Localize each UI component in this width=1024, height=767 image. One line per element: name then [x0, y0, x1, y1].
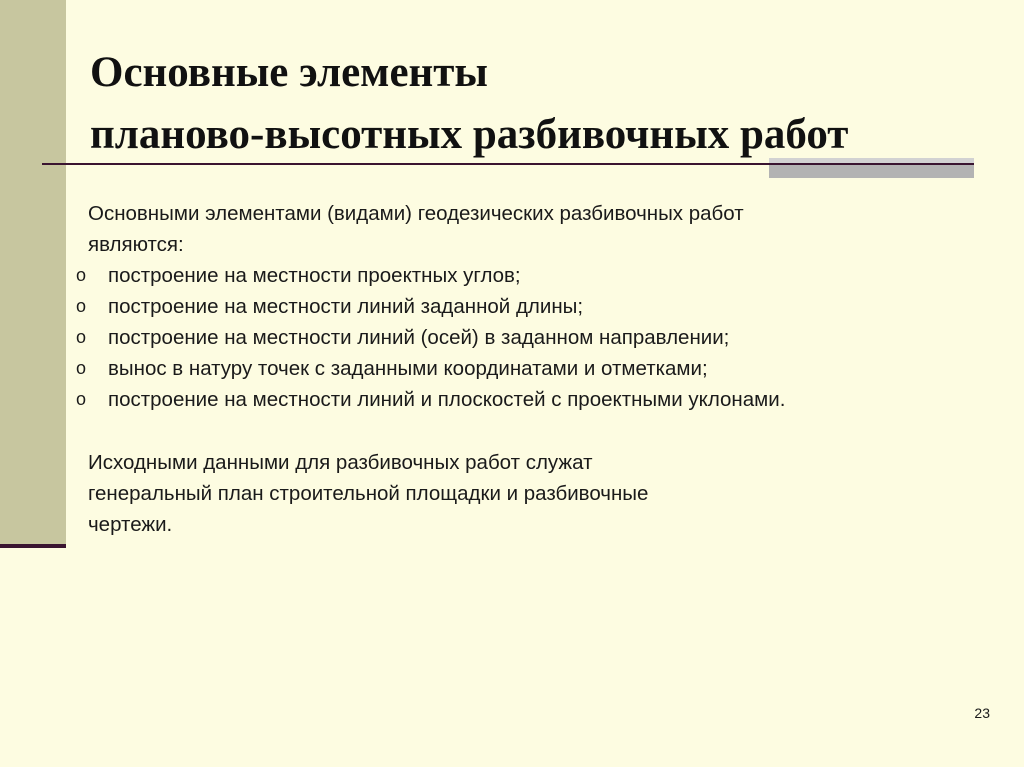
bullet-item: [76, 260, 1008, 291]
bullet-text: построение на местности линий и плоскостей с проектными уклонами.: [108, 388, 786, 411]
left-band-underline: [0, 544, 66, 548]
title-rule: [42, 163, 974, 165]
closing-line-2: генеральный план строительной площадки и разбивочные: [88, 482, 649, 505]
left-decorative-band: [0, 0, 66, 545]
bullet-item: [76, 291, 1008, 322]
bullet-circle-icon: o: [76, 389, 87, 409]
bullet-circle-icon: o: [76, 296, 87, 316]
slide-title: [90, 42, 1010, 166]
bullet-text: построение на местности линий (осей) в заданном направлении;: [108, 326, 730, 349]
intro-line-2: являются:: [88, 233, 184, 256]
slide-title-line-1: Основные элементы: [90, 49, 489, 96]
page-number: 23: [974, 705, 990, 721]
bullet-list: [76, 260, 1008, 415]
bullet-item: [76, 384, 1008, 415]
bullet-text: построение на местности линий заданной длины;: [108, 295, 584, 318]
closing-paragraph: [88, 447, 808, 540]
closing-line-1: Исходными данными для разбивочных работ служат: [88, 451, 593, 474]
bullet-text: вынос в натуру точек с заданными координатами и отметками;: [108, 357, 708, 380]
intro-paragraph: [88, 198, 1008, 260]
closing-line-3: чертежи.: [88, 513, 173, 536]
slide-body: [76, 198, 1008, 540]
bullet-item: [76, 353, 1008, 384]
slide-title-line-2: планово-высотных разбивочных работ: [90, 111, 849, 158]
bullet-circle-icon: o: [76, 327, 87, 347]
bullet-text: построение на местности проектных углов;: [108, 264, 521, 287]
bullet-circle-icon: o: [76, 358, 87, 378]
intro-line-1: Основными элементами (видами) геодезических разбивочных работ: [88, 202, 744, 225]
bullet-circle-icon: o: [76, 265, 87, 285]
bullet-item: [76, 322, 1008, 353]
